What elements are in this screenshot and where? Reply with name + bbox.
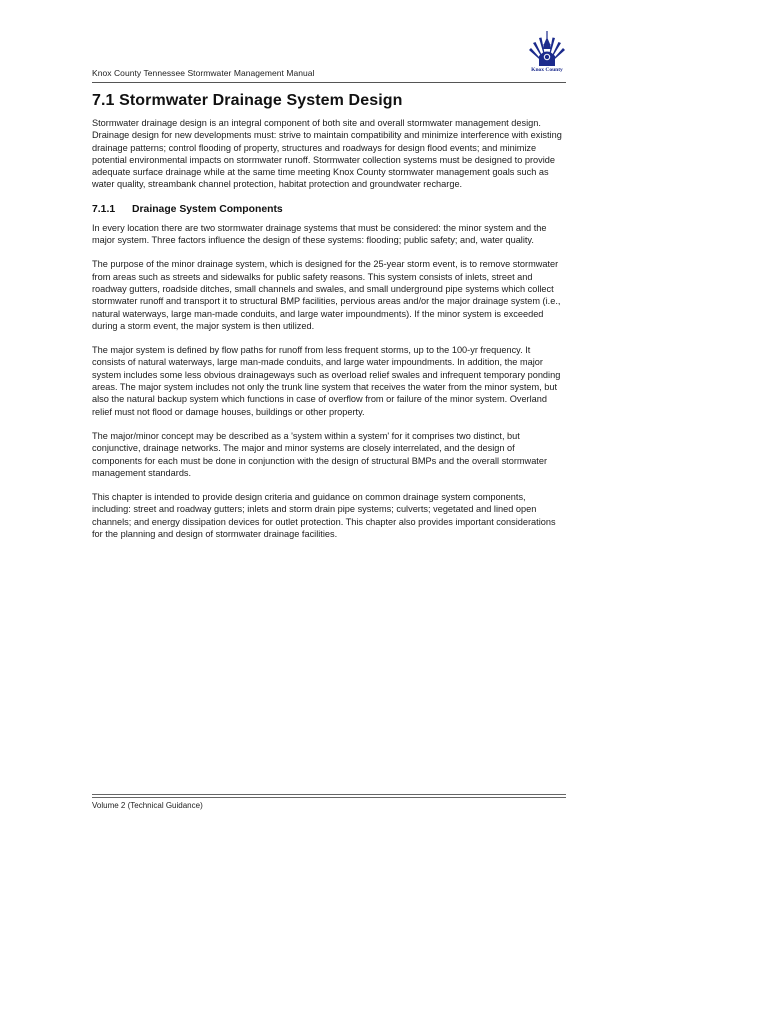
section-title: 7.1 Stormwater Drainage System Design — [92, 92, 403, 109]
subsection-title: Drainage System Components — [132, 203, 283, 215]
paragraph: In every location there are two stormwater drainage systems that must be considered: the minor system and the major system. Three factors influence the design of these systems: flooding; public safety; and, water quality. — [92, 222, 547, 246]
footer-divider-bottom — [92, 797, 566, 798]
paragraph: The major system is defined by flow paths for runoff from less frequent storms, up to the 100-yr frequency. It consists of natural waterways, large man-made conduits, and large water impoundments. In addition, the major system includes some less obvious drainageways such as overload relief swales and infrequent temporary ponding areas. The major system includes not only the trunk line system that receives the water from the minor system, but also the natural backup system which functions in case of overflow from or failure of the minor system. Overland relief must not flood or damage houses, buildings or other property. — [92, 345, 561, 417]
subsection-heading — [92, 204, 566, 215]
running-title: Knox County Tennessee Stormwater Management Manual — [92, 68, 315, 78]
knox-county-logo — [525, 30, 569, 78]
courthouse-logo-icon — [525, 30, 569, 70]
footer-divider-top — [92, 794, 566, 795]
main-content — [92, 92, 566, 540]
page-header — [92, 30, 566, 82]
paragraph: The purpose of the minor drainage system, which is designed for the 25-year storm event, is to remove stormwater from areas such as streets and sidewalks for public safety reasons. This system consists of inlets, street and roadway gutters, roadside ditches, small channels and swales, and small underground pipe systems which collect stormwater runoff and transport it to structural BMP facilities, pervious areas and/or the major drainage system (i.e., natural waterways, large man-made conduits, and large water impoundments). If the minor system is exceeded during a storm event, the major system is then utilized. — [92, 259, 561, 331]
paragraph: This chapter is intended to provide design criteria and guidance on common drainage system components, including: street and roadway gutters; inlets and storm drain pipe systems; culverts; vegetated and lined open channels; and energy dissipation devices for outlet protection. This chapter also provides important considerations for the planning and design of stormwater drainage facilities. — [92, 492, 556, 540]
subsection-number: 7.1.1 — [92, 203, 116, 215]
logo-caption: Knox County — [531, 67, 563, 73]
header-divider — [92, 82, 566, 83]
section-intro-paragraph: Stormwater drainage design is an integral component of both site and overall stormwater management design. Drainage design for new developments must: strive to maintain compatibility and minimize interference with existing drainage patterns; control flooding of property, structures and roadways for design flood events; and minimize potential environmental impacts on stormwater runoff. Stormwater collection systems must be designed to provide adequate surface drainage while at the same time meeting Knox County stormwater management goals such as water quality, streambank channel protection, habitat protection and groundwater recharge. — [92, 118, 562, 190]
paragraph: The major/minor concept may be described as a 'system within a system' for it comprises two distinct, but conjunctive, drainage networks. The major and minor systems are closely interrelated, and the design of components for each must be done in conjunction with the design of structural BMPs and the overall stormwater management standards. — [92, 430, 548, 478]
page-footer: Volume 2 (Technical Guidance) — [92, 801, 203, 810]
